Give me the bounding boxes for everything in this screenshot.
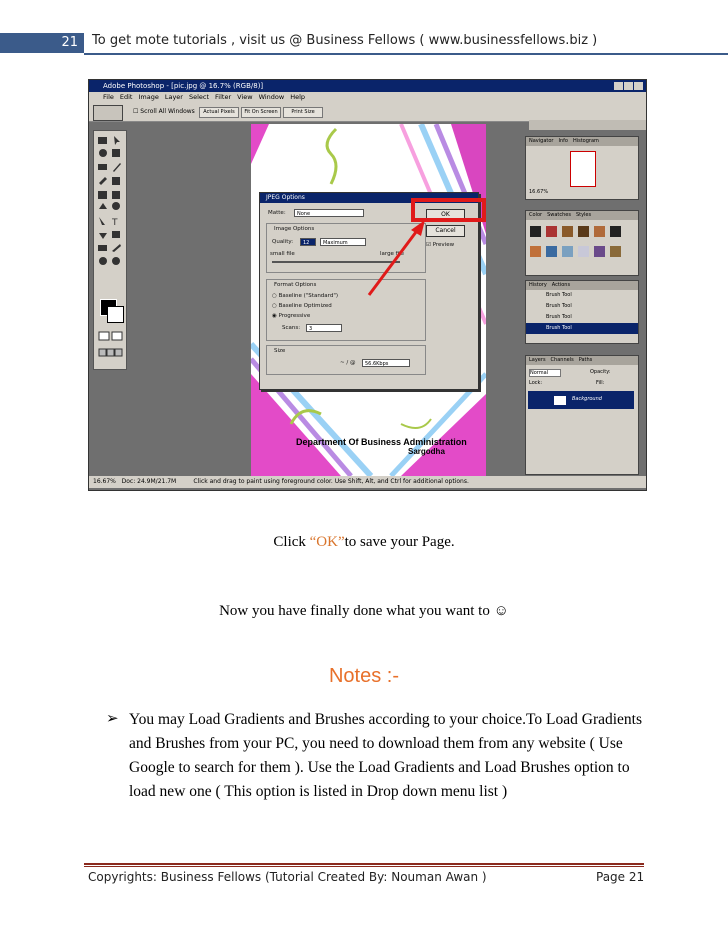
status-hint: Click and drag to paint using foreground color. Use Shift, Alt, and Ctrl for additional options. xyxy=(193,478,469,485)
large-file-label: large file xyxy=(380,251,405,257)
tab-color: Color xyxy=(529,212,543,218)
ok-word: “OK” xyxy=(309,534,345,550)
navigator-thumbnail xyxy=(570,151,596,187)
scroll-all-windows-checkbox: ☐ Scroll All Windows xyxy=(133,108,195,115)
tab-info: Info xyxy=(558,138,568,144)
print-size-button: Print Size xyxy=(283,107,323,118)
app-title: Adobe Photoshop - [pic.jpg @ 16.7% (RGB/8)] xyxy=(89,80,646,92)
scans-select: 3 xyxy=(306,324,342,332)
quality-preset-select: Maximum xyxy=(320,238,366,246)
tab-histogram: Histogram xyxy=(572,138,599,144)
format-progressive: ◉ Progressive xyxy=(272,313,311,319)
header-rule xyxy=(84,53,728,55)
notes-heading: Notes :- xyxy=(328,665,400,687)
photoshop-screenshot xyxy=(88,79,647,491)
menu-file: File xyxy=(103,93,114,101)
tab-navigator: Navigator xyxy=(529,138,554,144)
notes-bullet: You may Load Gradients and Brushes according to your choice.To Load Gradients and Brushes from your PC, you need to download them from any website ( Use Google to search for them ). Use the Load Gradients and Load Brushes option to load new one ( This option is listed in Drop down menu list ) xyxy=(129,711,643,800)
footer-rule-thin xyxy=(84,866,644,867)
click-ok-instruction: Click “OK”to save your Page. xyxy=(273,534,455,550)
done-text: Now you have finally done what you want to ☺ xyxy=(219,603,509,619)
format-options-label: Format Options xyxy=(274,282,317,288)
size-label: Size xyxy=(274,348,286,354)
blend-mode-select: Normal xyxy=(529,369,561,377)
header-page-number: 21 xyxy=(0,33,84,53)
image-options-label: Image Options xyxy=(274,226,315,232)
tab-paths: Paths xyxy=(578,357,593,363)
layer-thumbnail xyxy=(554,396,566,405)
speed-select: 56.6Kbps xyxy=(362,359,410,367)
lock-label: Lock: xyxy=(529,380,543,386)
format-baseline-optimized: ○ Baseline Optimized xyxy=(272,303,332,309)
footer-rule xyxy=(84,863,644,865)
styles-panel xyxy=(525,210,639,276)
navigator-zoom: 16.67% xyxy=(529,189,549,195)
actual-pixels-button: Actual Pixels xyxy=(199,107,239,118)
tab-styles: Styles xyxy=(575,212,592,218)
status-zoom: 16.67% xyxy=(93,478,116,485)
menu-help: Help xyxy=(290,93,306,101)
menu-window: Window xyxy=(258,93,285,101)
tab-layers: Layers xyxy=(529,357,546,363)
menu-image: Image xyxy=(138,93,159,101)
scans-label: Scans: xyxy=(282,325,301,331)
status-bar xyxy=(89,476,646,488)
tab-actions: Actions xyxy=(551,282,571,288)
status-doc-size: Doc: 24.9M/21.7M xyxy=(121,478,177,485)
footer-copyright: Copyrights: Business Fellows (Tutorial Created By: Nouman Awan ) xyxy=(88,870,487,884)
opacity-label: Opacity: xyxy=(590,369,611,375)
history-panel xyxy=(525,280,639,344)
menu-layer: Layer xyxy=(164,93,183,101)
format-baseline-standard: ○ Baseline ("Standard") xyxy=(272,293,339,299)
svg-text:T: T xyxy=(112,218,118,228)
fit-on-screen-button: Fit On Screen xyxy=(241,107,281,118)
footer-page-number: Page 21 xyxy=(596,870,645,884)
arrow-bullet-icon: ➢ xyxy=(106,711,119,727)
layer-row-background xyxy=(528,391,634,409)
menu-filter: Filter xyxy=(215,93,232,101)
ok-button: OK xyxy=(426,209,465,221)
dialog-title: JPEG Options xyxy=(260,193,478,203)
tab-history: History xyxy=(529,282,547,288)
style-swatches xyxy=(526,220,638,272)
tab-channels: Channels xyxy=(550,357,574,363)
header-text: To get mote tutorials , visit us @ Business Fellows ( www.businessfellows.biz ) xyxy=(92,33,598,48)
layers-panel xyxy=(525,355,639,475)
history-item: Brush Tool xyxy=(546,303,572,309)
history-item: Brush Tool xyxy=(546,292,572,298)
document-department: Department Of Business Administration xyxy=(296,437,467,447)
small-file-label: small file xyxy=(270,251,295,257)
navigator-panel xyxy=(525,136,639,200)
menu-view: View xyxy=(237,93,253,101)
matte-select: None xyxy=(294,209,364,217)
matte-label: Matte: xyxy=(268,210,286,216)
quality-label: Quality: xyxy=(272,239,294,245)
menu-edit: Edit xyxy=(119,93,133,101)
quality-field: 12 xyxy=(300,238,316,246)
tab-swatches: Swatches xyxy=(547,212,571,218)
layer-name: Background xyxy=(572,396,602,402)
document-city: Sargodha xyxy=(408,447,445,456)
history-item-selected: Brush Tool xyxy=(526,323,638,334)
cancel-button: Cancel xyxy=(426,225,465,237)
fill-label: Fill: xyxy=(596,380,605,386)
preview-checkbox: ☑ Preview xyxy=(426,242,455,248)
history-item: Brush Tool xyxy=(546,314,572,320)
menu-select: Select xyxy=(188,93,210,101)
size-value: ~ / @ xyxy=(340,360,356,366)
